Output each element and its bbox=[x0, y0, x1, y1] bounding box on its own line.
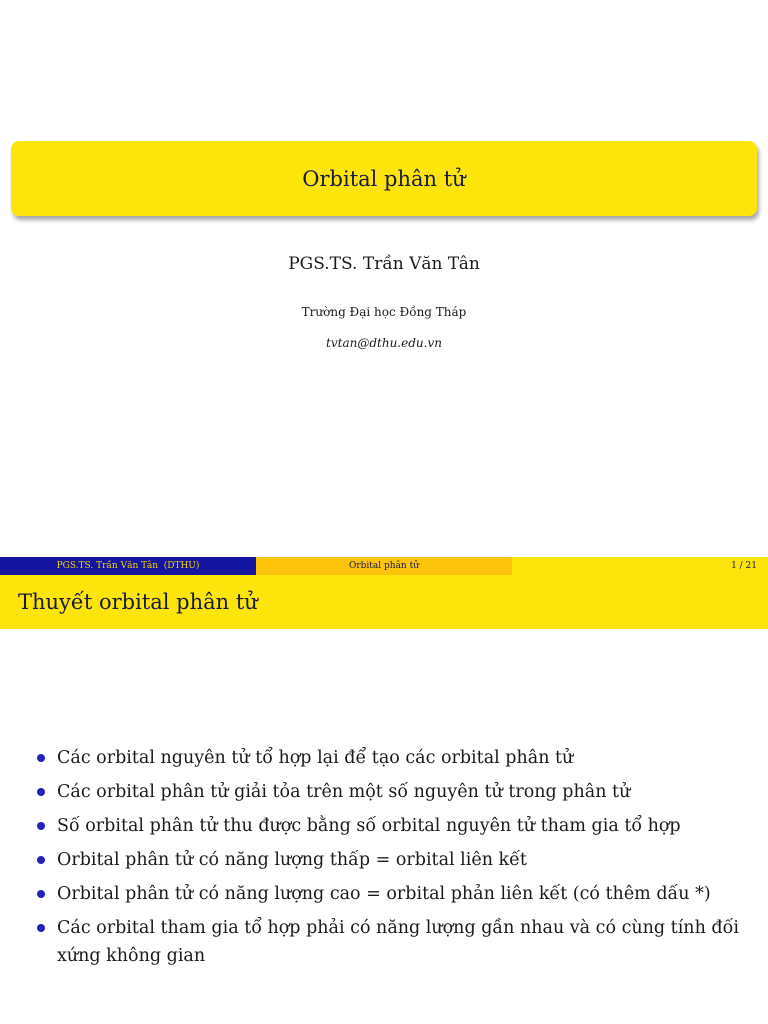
bullet-icon bbox=[37, 822, 45, 830]
list-item-text: Các orbital tham gia tổ hợp phải có năng lượng gần nhau và có cùng tính đối xứng không gian bbox=[57, 918, 739, 966]
list-item-text: Orbital phân tử có năng lượng thấp = orbital liên kết bbox=[57, 850, 527, 870]
list-item bbox=[36, 880, 756, 908]
frame-title-bar bbox=[0, 575, 768, 629]
author-email: tvtan@dthu.edu.vn bbox=[326, 336, 442, 350]
footline-page-number bbox=[512, 557, 768, 575]
slide-title: Orbital phân tử bbox=[302, 166, 466, 191]
footline bbox=[0, 557, 768, 575]
list-item bbox=[36, 914, 756, 970]
slide-title-box bbox=[11, 141, 757, 216]
list-item-text: Orbital phân tử có năng lượng cao = orbital phản liên kết (có thêm dấu *) bbox=[57, 884, 711, 904]
bullet-icon bbox=[37, 856, 45, 864]
list-item bbox=[36, 778, 756, 806]
author-name: PGS.TS. Trần Văn Tân bbox=[288, 254, 480, 274]
list-item bbox=[36, 812, 756, 840]
list-item bbox=[36, 846, 756, 874]
bullet-icon bbox=[37, 754, 45, 762]
list-item bbox=[36, 744, 756, 772]
bullet-icon bbox=[37, 924, 45, 932]
list-item-text: Các orbital nguyên tử tổ hợp lại để tạo các orbital phân tử bbox=[57, 748, 574, 768]
page-number-text: 1 / 21 bbox=[731, 561, 757, 571]
list-item-text: Số orbital phân tử thu được bằng số orbital nguyên tử tham gia tổ hợp bbox=[57, 816, 681, 836]
bullet-list bbox=[36, 744, 756, 976]
institute-name: Trường Đại học Đồng Tháp bbox=[301, 305, 467, 319]
bullet-icon bbox=[37, 890, 45, 898]
bullet-icon bbox=[37, 788, 45, 796]
footline-title bbox=[256, 557, 512, 575]
footline-author bbox=[0, 557, 256, 575]
frame-title: Thuyết orbital phân tử bbox=[18, 590, 258, 614]
list-item-text: Các orbital phân tử giải tỏa trên một số nguyên tử trong phân tử bbox=[57, 782, 631, 802]
footline-author-text: PGS.TS. Trần Văn Tân (DTHU) bbox=[56, 561, 200, 571]
footline-title-text: Orbital phân tử bbox=[348, 561, 420, 571]
